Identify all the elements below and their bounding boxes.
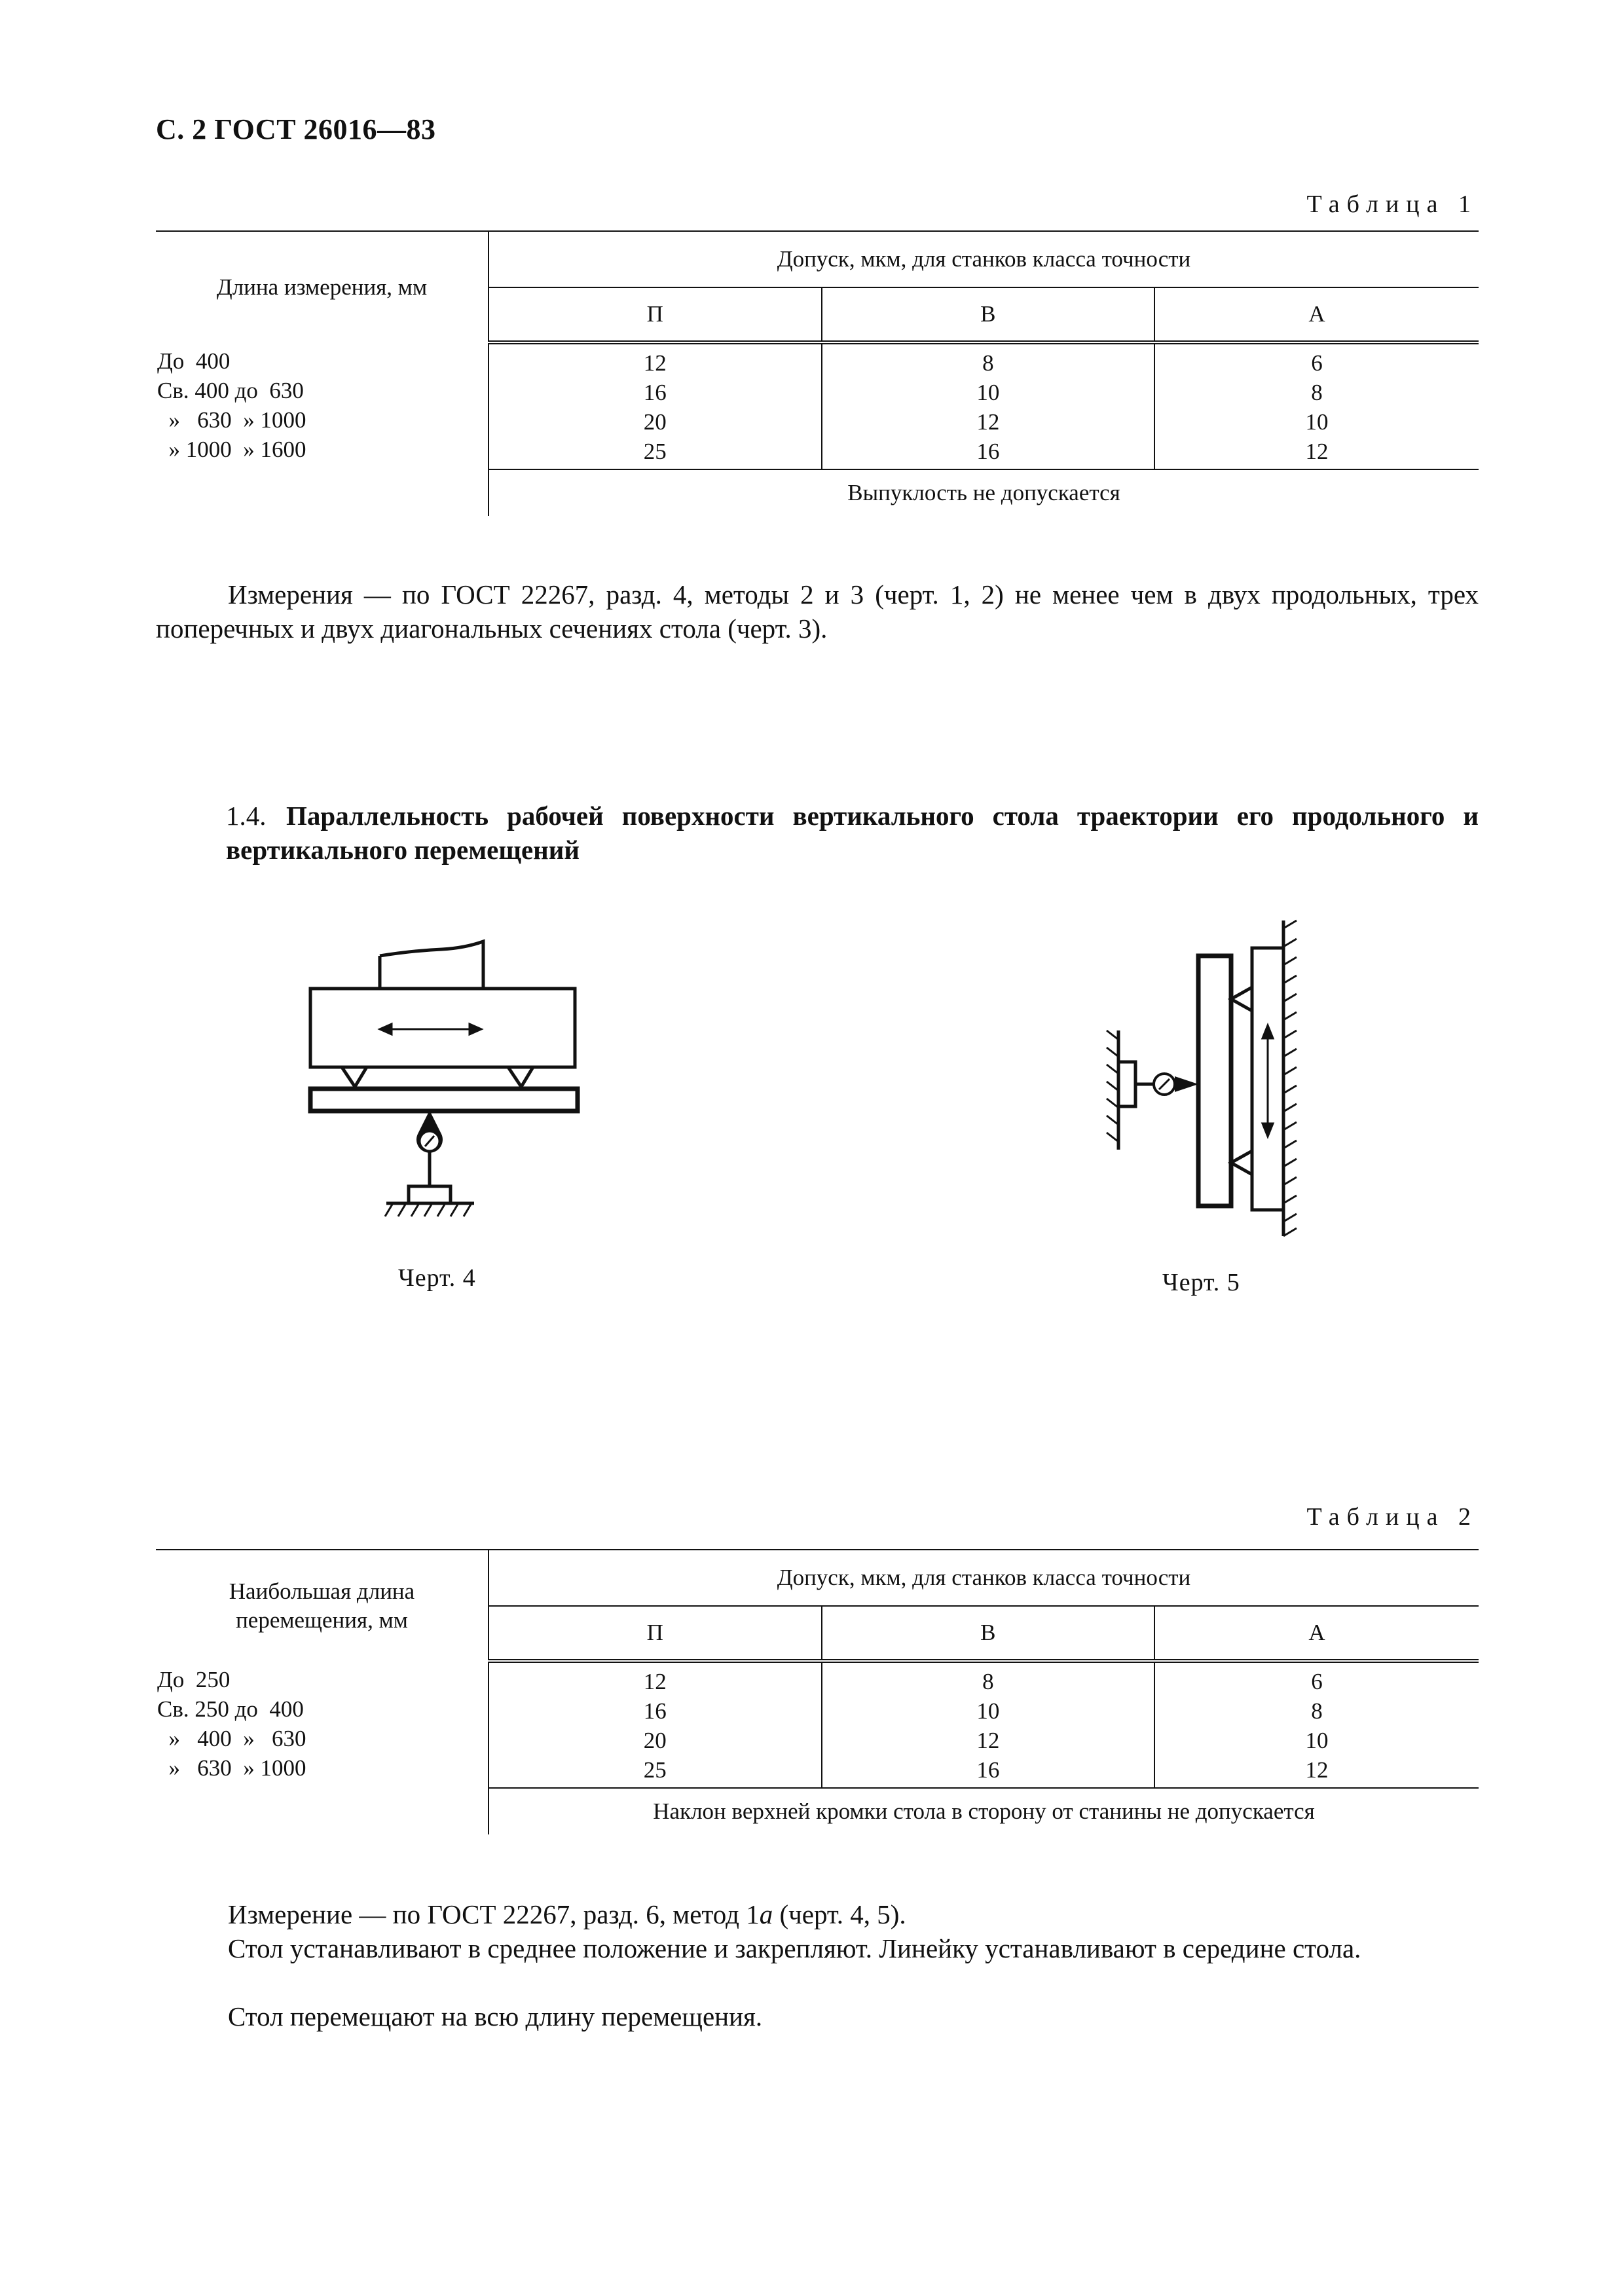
table-cell: 8: [982, 350, 994, 376]
table2-row-label: До 250: [157, 1667, 230, 1692]
table2-note: Наклон верхней кромки стола в сторону от станины не допускается: [488, 1788, 1479, 1834]
table1-row-label: Св. 400 до 630: [157, 378, 304, 403]
table2-class-v: В: [822, 1606, 1155, 1661]
table1-empty-cell: [156, 469, 488, 516]
table-row: [156, 342, 1479, 469]
table1-caption: Таблица 1: [1306, 191, 1478, 218]
table-cell: 16: [976, 1757, 1000, 1783]
para2-text: Измерение — по ГОСТ 22267, разд. 6, метод 1: [228, 1899, 760, 1929]
table1-class-a: А: [1154, 287, 1479, 342]
table2-values-a: [1154, 1661, 1479, 1788]
table1-row-label: До 400: [157, 348, 230, 374]
table2-values-v: [822, 1661, 1155, 1788]
table1-class-v: В: [822, 287, 1155, 342]
table1-lengths: [156, 342, 488, 469]
table-cell: 10: [1305, 1728, 1329, 1753]
table1-header-length: Длина измерения, мм: [156, 231, 488, 342]
table-cell: 10: [1305, 409, 1329, 435]
table2: [156, 1549, 1479, 1834]
table2-class-a: А: [1154, 1606, 1479, 1661]
paragraph-table-movement: Стол перемещают на всю длину перемещения.: [228, 2001, 763, 2032]
table-cell: 20: [643, 409, 667, 435]
table2-caption: Таблица 2: [1306, 1503, 1478, 1531]
table-cell: 6: [1311, 350, 1323, 376]
table2-values-p: [488, 1661, 822, 1788]
table2-row-label: » 630 » 1000: [157, 1755, 306, 1781]
page-header: С. 2 ГОСТ 26016—83: [156, 113, 436, 145]
paragraph-table-setup: Стол устанавливают в среднее положение и закрепляют. Линейку устанавливают в середине стола.: [228, 1933, 1361, 1963]
table2-row-label: Св. 250 до 400: [157, 1696, 304, 1722]
table2-header-length: [156, 1550, 488, 1661]
table2-header-tolerance: Допуск, мкм, для станков класса точности: [488, 1550, 1479, 1606]
table-cell: 8: [1311, 380, 1323, 405]
table-cell: 12: [643, 1669, 667, 1694]
table2-class-p: П: [488, 1606, 822, 1661]
figure-4-caption: Черт. 4: [398, 1264, 476, 1292]
table-cell: 8: [1311, 1698, 1323, 1724]
table-cell: 20: [643, 1728, 667, 1753]
table-cell: 8: [982, 1669, 994, 1694]
table1-header-tolerance: Допуск, мкм, для станков класса точности: [488, 231, 1479, 287]
section-title: Параллельность рабочей поверхности вертикального стола траектории его продольного и вертикального перемещений: [226, 801, 1479, 865]
table1: [156, 230, 1479, 516]
table1-row-label: » 1000 » 1600: [157, 437, 306, 462]
table-cell: 25: [643, 439, 667, 464]
paragraph-measurements: Измерения — по ГОСТ 22267, разд. 4, методы 2 и 3 (черт. 1, 2) не менее чем в двух продольных, трех поперечных и двух диагональных сечениях стола (черт. 3).: [156, 579, 1479, 644]
figure-4-diagram: [301, 917, 602, 1244]
table2-row-label: » 400 » 630: [157, 1726, 306, 1751]
table2-empty-cell: [156, 1788, 488, 1834]
section-number: 1.4.: [226, 801, 267, 831]
table1-values-p: [488, 342, 822, 469]
table2-header-line1: Наибольшая длина: [229, 1578, 415, 1604]
paragraph-measurement-method: [156, 1897, 1479, 1931]
para2-end: (черт. 4, 5).: [773, 1899, 906, 1929]
table-cell: 16: [643, 1698, 667, 1724]
table1-class-p: П: [488, 287, 822, 342]
table1-row-label: » 630 » 1000: [157, 407, 306, 433]
para2-italic: а: [759, 1899, 773, 1929]
table-cell: 12: [1305, 439, 1329, 464]
table-cell: 16: [643, 380, 667, 405]
table-cell: 6: [1311, 1669, 1323, 1694]
table1-values-a: [1154, 342, 1479, 469]
table1-values-v: [822, 342, 1155, 469]
table2-header-line2: перемещения, мм: [236, 1607, 408, 1633]
table-cell: 10: [976, 380, 1000, 405]
table-cell: 12: [1305, 1757, 1329, 1783]
table-cell: 25: [643, 1757, 667, 1783]
table-cell: 16: [976, 439, 1000, 464]
table2-lengths: [156, 1661, 488, 1788]
figure-5-caption: Черт. 5: [1162, 1269, 1240, 1296]
table-cell: 12: [976, 1728, 1000, 1753]
table-cell: 10: [976, 1698, 1000, 1724]
table-cell: 12: [976, 409, 1000, 435]
table-cell: 12: [643, 350, 667, 376]
table1-note: Выпуклость не допускается: [488, 469, 1479, 516]
table-row: [156, 1661, 1479, 1788]
figure-5-diagram: [1080, 915, 1329, 1243]
